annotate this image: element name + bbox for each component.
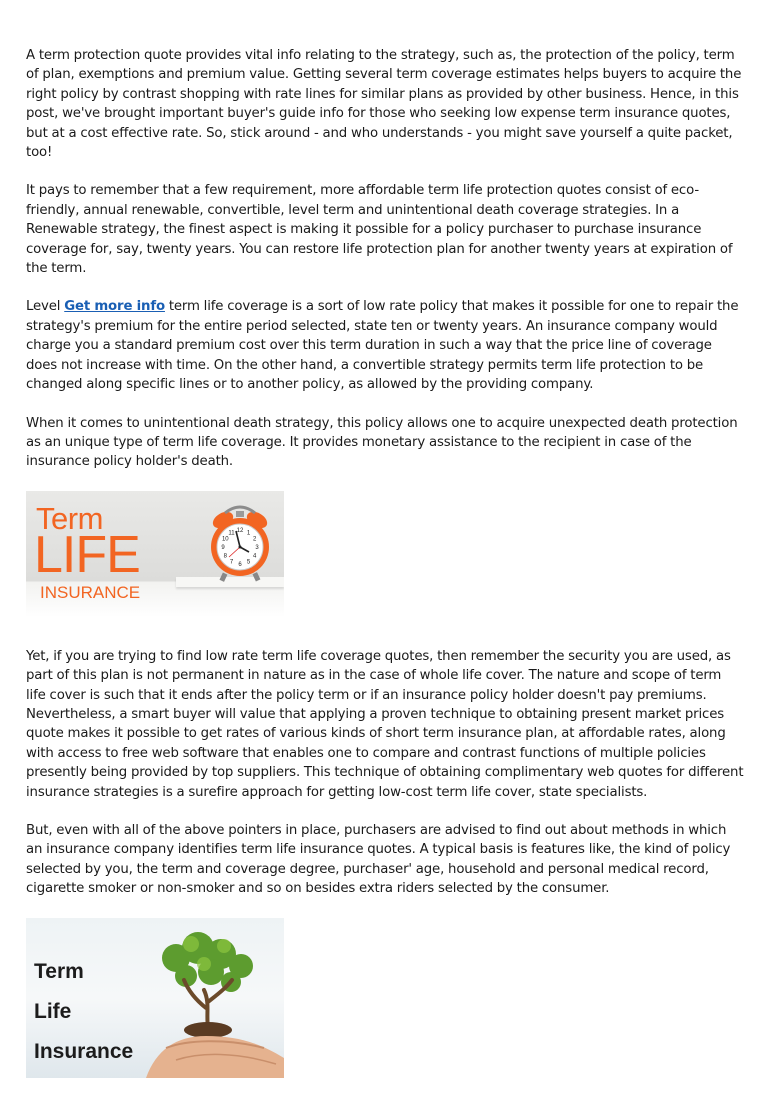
- paragraph-6: But, even with all of the above pointers in place, purchasers are advised to find out about methods in which an insurance company identifies term life insurance quotes. A typical basis is features like, the kind of policy selected by you, the term and coverage degree, purchaser' age, household and personal medical record, cigarette smoker or non-smoker and so on besides extra riders selected by the consumer.: [26, 822, 731, 897]
- image-word-life: LIFE: [34, 525, 140, 584]
- image-word-life: Life: [34, 999, 72, 1023]
- hands-holding-tree-image: [26, 918, 284, 1078]
- image-word-term: Term: [34, 959, 84, 983]
- paragraph-3-lead: Level: [26, 299, 65, 315]
- clock-number: 12: [236, 527, 244, 534]
- paragraph-5: Yet, if you are trying to find low rate term life coverage quotes, then remember the security you are used, as part of this plan is not permanent in nature as in the case of whole life cover. The nature and scope of term life cover is such that it ends after the policy term or if an insurance policy holder doesn't pay premiums. Nevertheless, a smart buyer will value that applying a proven technique to obtaining present market prices quote makes it possible to get rates of various kinds of short term insurance plan, at affordable rates, along with access to free web software that enables one to compare and contrast functions of multiple policies presently being provided by top suppliers. This technique of obtaining complimentary web quotes for different insurance strategies is a surefire approach for getting low-cost term life cover, state specialists.: [26, 648, 744, 800]
- image-word-term: Term: [36, 500, 103, 536]
- paragraph-2: It pays to remember that a few requirement, more affordable term life protection quotes consist of eco-friendly, annual renewable, convertible, level term and unintentional death coverage strategies. In a Renewable strategy, the finest aspect is making it possible for a policy purchaser to purchase insurance coverage for, say, twenty years. You can restore life protection plan for another twenty years at expiration of the term.: [26, 183, 733, 277]
- clock-number: 11: [228, 530, 235, 537]
- clock-number: 6: [238, 561, 242, 568]
- paragraph-1: A term protection quote provides vital info relating to the strategy, such as, the protection of the policy, term of plan, exemptions and premium value. Getting several term coverage estimates helps buyers to acquire the right policy by contrast shopping with rate lines for similar plans as provided by other business. Hence, in this post, we've brought important buyer's guide info for those who seeking low expense term insurance quotes, but at a cost effective rate. So, stick around - and who understands - you might save yourself a quite packet, too!: [26, 48, 742, 161]
- paragraph-4: When it comes to unintentional death strategy, this policy allows one to acquire unexpected death protection as an unique type of term life coverage. It provides monetary assistance to the recipient in case of the insurance policy holder's death.: [26, 415, 738, 470]
- clock-number: 2: [253, 536, 257, 543]
- clock-number: 8: [223, 553, 227, 560]
- image-word-insurance: INSURANCE: [40, 582, 141, 602]
- term-life-insurance-clock-image: [26, 491, 284, 617]
- clock-number: 7: [229, 559, 234, 566]
- paragraph-3-rest: term life coverage is a sort of low rate policy that makes it possible for one to repair the strategy's premium for the entire period selected, state ten or twenty years. An insurance company would charge you a standard premium cost over this term duration in such a way that the price line of coverage does not increase with time. On the other hand, a convertible strategy permits term life protection to be changed along specific lines or to another policy, as allowed by the providing company.: [26, 299, 739, 393]
- paragraph-3: [26, 297, 744, 394]
- clock-number: 4: [253, 553, 257, 560]
- clock-number: 5: [246, 559, 251, 566]
- clock-number: 1: [246, 530, 251, 537]
- get-more-info-link[interactable]: Get more info: [64, 299, 165, 315]
- image-word-insurance: Insurance: [34, 1039, 134, 1063]
- clock-number: 9: [221, 544, 225, 551]
- clock-number: 10: [221, 536, 229, 543]
- clock-number: 3: [255, 544, 259, 551]
- alarm-clock-icon: [26, 491, 284, 617]
- document-page: [26, 46, 744, 1108]
